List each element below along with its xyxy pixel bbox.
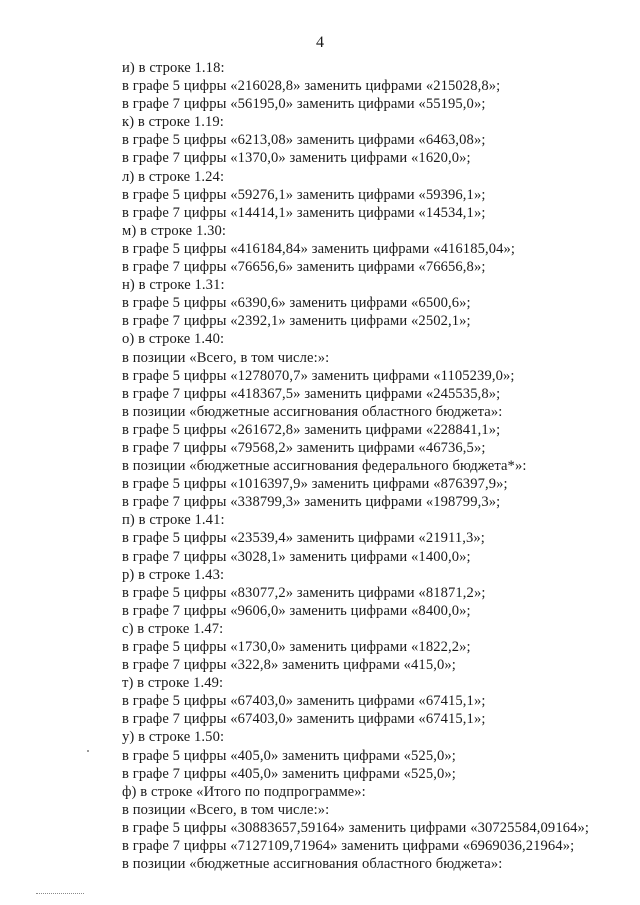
text-line: в графе 7 цифры «1370,0» заменить цифрами «1620,0»;	[122, 150, 471, 167]
text-line: в графе 7 цифры «338799,3» заменить цифрами «198799,3»;	[122, 494, 501, 511]
text-line: в графе 5 цифры «1016397,9» заменить цифрами «876397,9»;	[122, 476, 508, 493]
text-line: в позиции «бюджетные ассигнования областного бюджета»:	[122, 403, 503, 420]
text-line: в графе 7 цифры «418367,5» заменить цифрами «245535,8»;	[122, 385, 501, 402]
text-line: в позиции «бюджетные ассигнования федерального бюджета*»:	[122, 458, 527, 475]
scan-artifact	[36, 893, 84, 897]
text-line: о) в строке 1.40:	[122, 331, 225, 348]
text-line: в графе 5 цифры «416184,84» заменить цифрами «416185,04»;	[122, 240, 516, 257]
text-line: в графе 5 цифры «23539,4» заменить цифрами «21911,3»;	[122, 530, 485, 547]
scan-speck	[87, 750, 89, 752]
text-line: п) в строке 1.41:	[122, 512, 225, 529]
text-line: в графе 7 цифры «14414,1» заменить цифрами «14534,1»;	[122, 204, 486, 221]
text-line: в графе 5 цифры «1278070,7» заменить цифрами «1105239,0»;	[122, 367, 515, 384]
text-line: в графе 7 цифры «322,8» заменить цифрами «415,0»;	[122, 657, 456, 674]
text-line: в графе 7 цифры «56195,0» заменить цифрами «55195,0»;	[122, 96, 486, 113]
text-line: в графе 5 цифры «59276,1» заменить цифрами «59396,1»;	[122, 186, 486, 203]
text-line: к) в строке 1.19:	[122, 114, 224, 131]
text-line: л) в строке 1.24:	[122, 168, 225, 185]
page-number: 4	[316, 34, 324, 51]
text-line: в графе 7 цифры «2392,1» заменить цифрами «2502,1»;	[122, 313, 471, 330]
text-line: ф) в строке «Итого по подпрограмме»:	[122, 783, 366, 800]
text-line: в графе 5 цифры «67403,0» заменить цифрами «67415,1»;	[122, 693, 486, 710]
text-line: в графе 5 цифры «83077,2» заменить цифрами «81871,2»;	[122, 584, 486, 601]
text-line: в графе 7 цифры «7127109,71964» заменить цифрами «6969036,21964»;	[122, 838, 575, 855]
text-line: в позиции «бюджетные ассигнования областного бюджета»:	[122, 856, 503, 873]
text-line: в позиции «Всего, в том числе:»:	[122, 801, 330, 818]
text-line: в графе 5 цифры «405,0» заменить цифрами «525,0»;	[122, 747, 456, 764]
text-line: т) в строке 1.49:	[122, 675, 224, 692]
text-line: с) в строке 1.47:	[122, 620, 224, 637]
text-line: и) в строке 1.18:	[122, 60, 225, 76]
text-line: в графе 5 цифры «6390,6» заменить цифрами «6500,6»;	[122, 295, 471, 312]
text-line: в графе 5 цифры «216028,8» заменить цифрами «215028,8»;	[122, 78, 501, 95]
text-line: в графе 7 цифры «76656,6» заменить цифрами «76656,8»;	[122, 259, 486, 276]
text-line: у) в строке 1.50:	[122, 729, 225, 746]
text-line: р) в строке 1.43:	[122, 566, 225, 583]
text-line: в графе 7 цифры «9606,0» заменить цифрами «8400,0»;	[122, 602, 471, 619]
text-line: в позиции «Всего, в том числе:»:	[122, 349, 330, 366]
text-line: в графе 5 цифры «1730,0» заменить цифрами «1822,2»;	[122, 639, 471, 655]
text-line: в графе 5 цифры «30883657,59164» заменить цифрами «30725584,09164»;	[122, 819, 590, 836]
text-line: м) в строке 1.30:	[122, 222, 227, 239]
text-line: в графе 5 цифры «6213,08» заменить цифрами «6463,08»;	[122, 132, 486, 149]
text-line: в графе 7 цифры «3028,1» заменить цифрами «1400,0»;	[122, 548, 471, 565]
text-line: в графе 7 цифры «405,0» заменить цифрами «525,0»;	[122, 765, 456, 782]
text-line: в графе 7 цифры «79568,2» заменить цифрами «46736,5»;	[122, 439, 486, 456]
text-line: н) в строке 1.31:	[122, 277, 225, 294]
amendment-text	[122, 59, 622, 873]
text-line: в графе 5 цифры «261672,8» заменить цифрами «228841,1»;	[122, 421, 501, 438]
text-line: в графе 7 цифры «67403,0» заменить цифрами «67415,1»;	[122, 711, 486, 728]
